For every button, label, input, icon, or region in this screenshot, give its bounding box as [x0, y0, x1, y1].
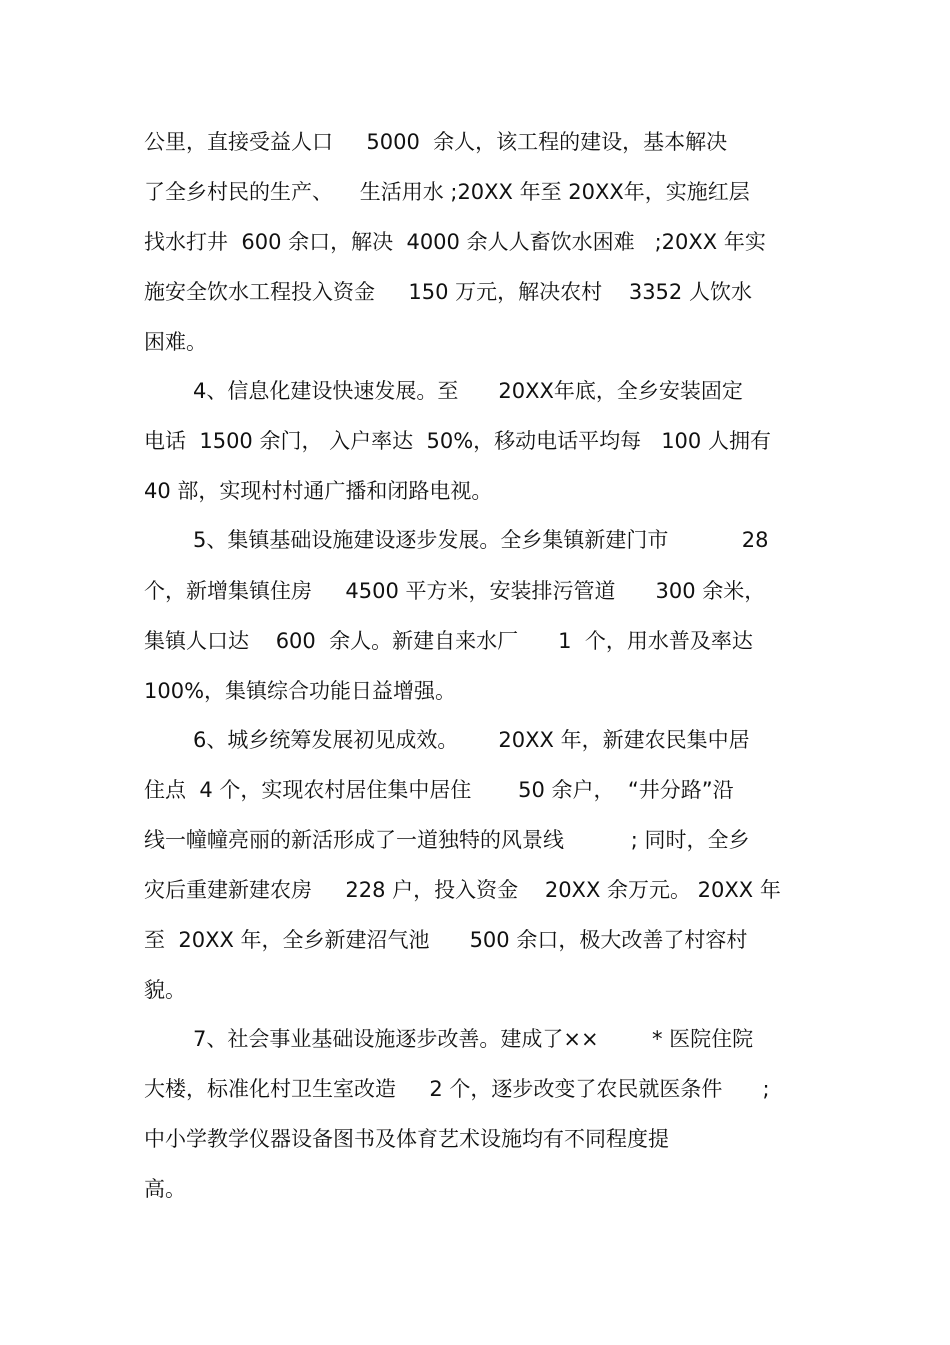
text-line: 集镇人口达 600 余人。新建自来水厂 1 个，用水普及率达	[144, 629, 753, 653]
text-line: 大楼，标准化村卫生室改造 2 个，逐步改变了农民就医条件 ;	[144, 1077, 770, 1101]
text-line: 困难。	[144, 330, 207, 354]
text-line: 貌。	[144, 978, 186, 1002]
text-line: 中小学教学仪器设备图书及体育艺术设施均有不同程度提	[144, 1127, 669, 1151]
text-line: 灾后重建新建农房 228 户，投入资金 20XX 余万元。 20XX 年	[144, 878, 781, 902]
text-line: 4、信息化建设快速发展。至 20XX年底，全乡安装固定	[193, 379, 743, 403]
text-line: 40 部，实现村村通广播和闭路电视。	[144, 479, 493, 503]
text-line: 至 20XX 年，全乡新建沼气池 500 余口，极大改善了村容村	[144, 928, 748, 952]
text-line: 找水打井 600 余口，解决 4000 余人人畜饮水困难 ;20XX 年实	[144, 230, 766, 254]
text-line: 5、集镇基础设施建设逐步发展。全乡集镇新建门市 28	[193, 528, 769, 552]
text-line: 施安全饮水工程投入资金 150 万元，解决农村 3352 人饮水	[144, 280, 752, 304]
text-line: 住点 4 个，实现农村居住集中居住 50 余户， “井分路”沿	[144, 778, 734, 802]
text-line: 100%，集镇综合功能日益增强。	[144, 679, 457, 703]
text-line: 7、社会事业基础设施逐步改善。建成了×× * 医院住院	[193, 1027, 754, 1051]
text-line: 高。	[144, 1177, 186, 1201]
text-line: 个，新增集镇住房 4500 平方米，安装排污管道 300 余米，	[144, 579, 766, 603]
text-line: 了全乡村民的生产、 生活用水 ;20XX 年至 20XX年，实施红层	[144, 180, 750, 204]
text-line: 6、城乡统筹发展初见成效。 20XX 年，新建农民集中居	[193, 728, 750, 752]
text-line: 电话 1500 余门， 入户率达 50%，移动电话平均每 100 人拥有	[144, 429, 771, 453]
text-line: 线一幢幢亮丽的新活形成了一道独特的风景线 ; 同时，全乡	[144, 828, 750, 852]
text-line: 公里，直接受益人口 5000 余人，该工程的建设，基本解决	[144, 130, 728, 154]
